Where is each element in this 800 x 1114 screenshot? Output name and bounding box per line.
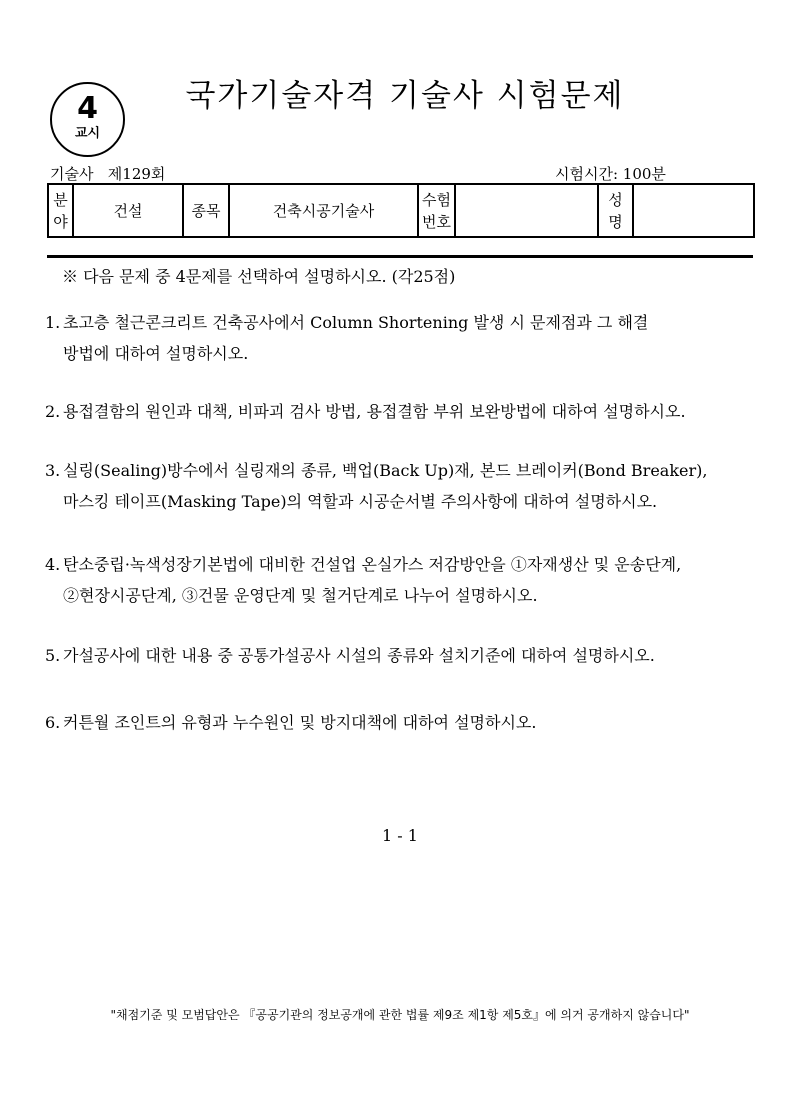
session-label: 교시 — [74, 126, 101, 141]
question-number: 5. — [45, 646, 61, 665]
question-text: ②현장시공단계, ③건물 운영단계 및 철거단계로 나누어 설명하시오. — [63, 586, 538, 605]
question-number: 1. — [45, 313, 61, 332]
page-number: 1 - 1 — [382, 826, 418, 845]
subject-value: 건축시공기술사 — [229, 184, 418, 237]
subject-label: 종목 — [183, 184, 229, 237]
exam-number-label: 수험 번호 — [418, 184, 455, 237]
question-text: 방법에 대하여 설명하시오. — [63, 344, 249, 363]
question-text: 용접결함의 원인과 대책, 비파괴 검사 방법, 용접결함 부위 보완방법에 대하여 설명하시오. — [63, 402, 686, 421]
page-title: 국가기술자격 기술사 시험문제 — [185, 78, 625, 114]
question-text: 초고층 철근콘크리트 건축공사에서 Column Shortening 발생 시 문제점과 그 해결 — [63, 313, 649, 332]
exam-time-label: 시험시간: — [555, 165, 619, 183]
question-number: 2. — [45, 402, 61, 421]
exam-category: 기술사 — [50, 165, 94, 183]
name-label: 성 명 — [598, 184, 633, 237]
question-number: 4. — [45, 555, 61, 574]
question-number: 6. — [45, 713, 61, 732]
question-item — [45, 396, 765, 427]
question-item — [45, 549, 765, 611]
exam-time-value: 100분 — [622, 165, 666, 183]
question-text: 탄소중립·녹색성장기본법에 대비한 건설업 온실가스 저감방안을 ①자재생산 및 운송단계, — [63, 555, 682, 574]
question-item — [45, 455, 765, 517]
question-text: 실링(Sealing)방수에서 실링재의 종류, 백업(Back Up)재, 본드 브레이커(Bond Breaker), — [63, 461, 708, 480]
question-text: 가설공사에 대한 내용 중 공통가설공사 시설의 종류와 설치기준에 대하여 설명하시오. — [63, 646, 655, 665]
field-label: 분 야 — [48, 184, 73, 237]
question-item — [45, 707, 765, 738]
question-item — [45, 640, 765, 671]
question-item — [45, 307, 765, 369]
instruction-text: ※ 다음 문제 중 4문제를 선택하여 설명하시오. (각25점) — [62, 267, 456, 286]
question-text: 마스킹 테이프(Masking Tape)의 역할과 시공순서별 주의사항에 대하여 설명하시오. — [63, 492, 658, 511]
session-number: 4 — [77, 91, 98, 126]
field-value: 건설 — [73, 184, 183, 237]
question-text: 커튼월 조인트의 유형과 누수원인 및 방지대책에 대하여 설명하시오. — [63, 713, 537, 732]
question-number: 3. — [45, 461, 61, 480]
disclosure-notice: "채점기준 및 모범답안은 『공공기관의 정보공개에 관한 법률 제9조 제1항 제5호』에 의거 공개하지 않습니다" — [110, 1008, 690, 1022]
exam-round: 제129회 — [107, 165, 166, 183]
